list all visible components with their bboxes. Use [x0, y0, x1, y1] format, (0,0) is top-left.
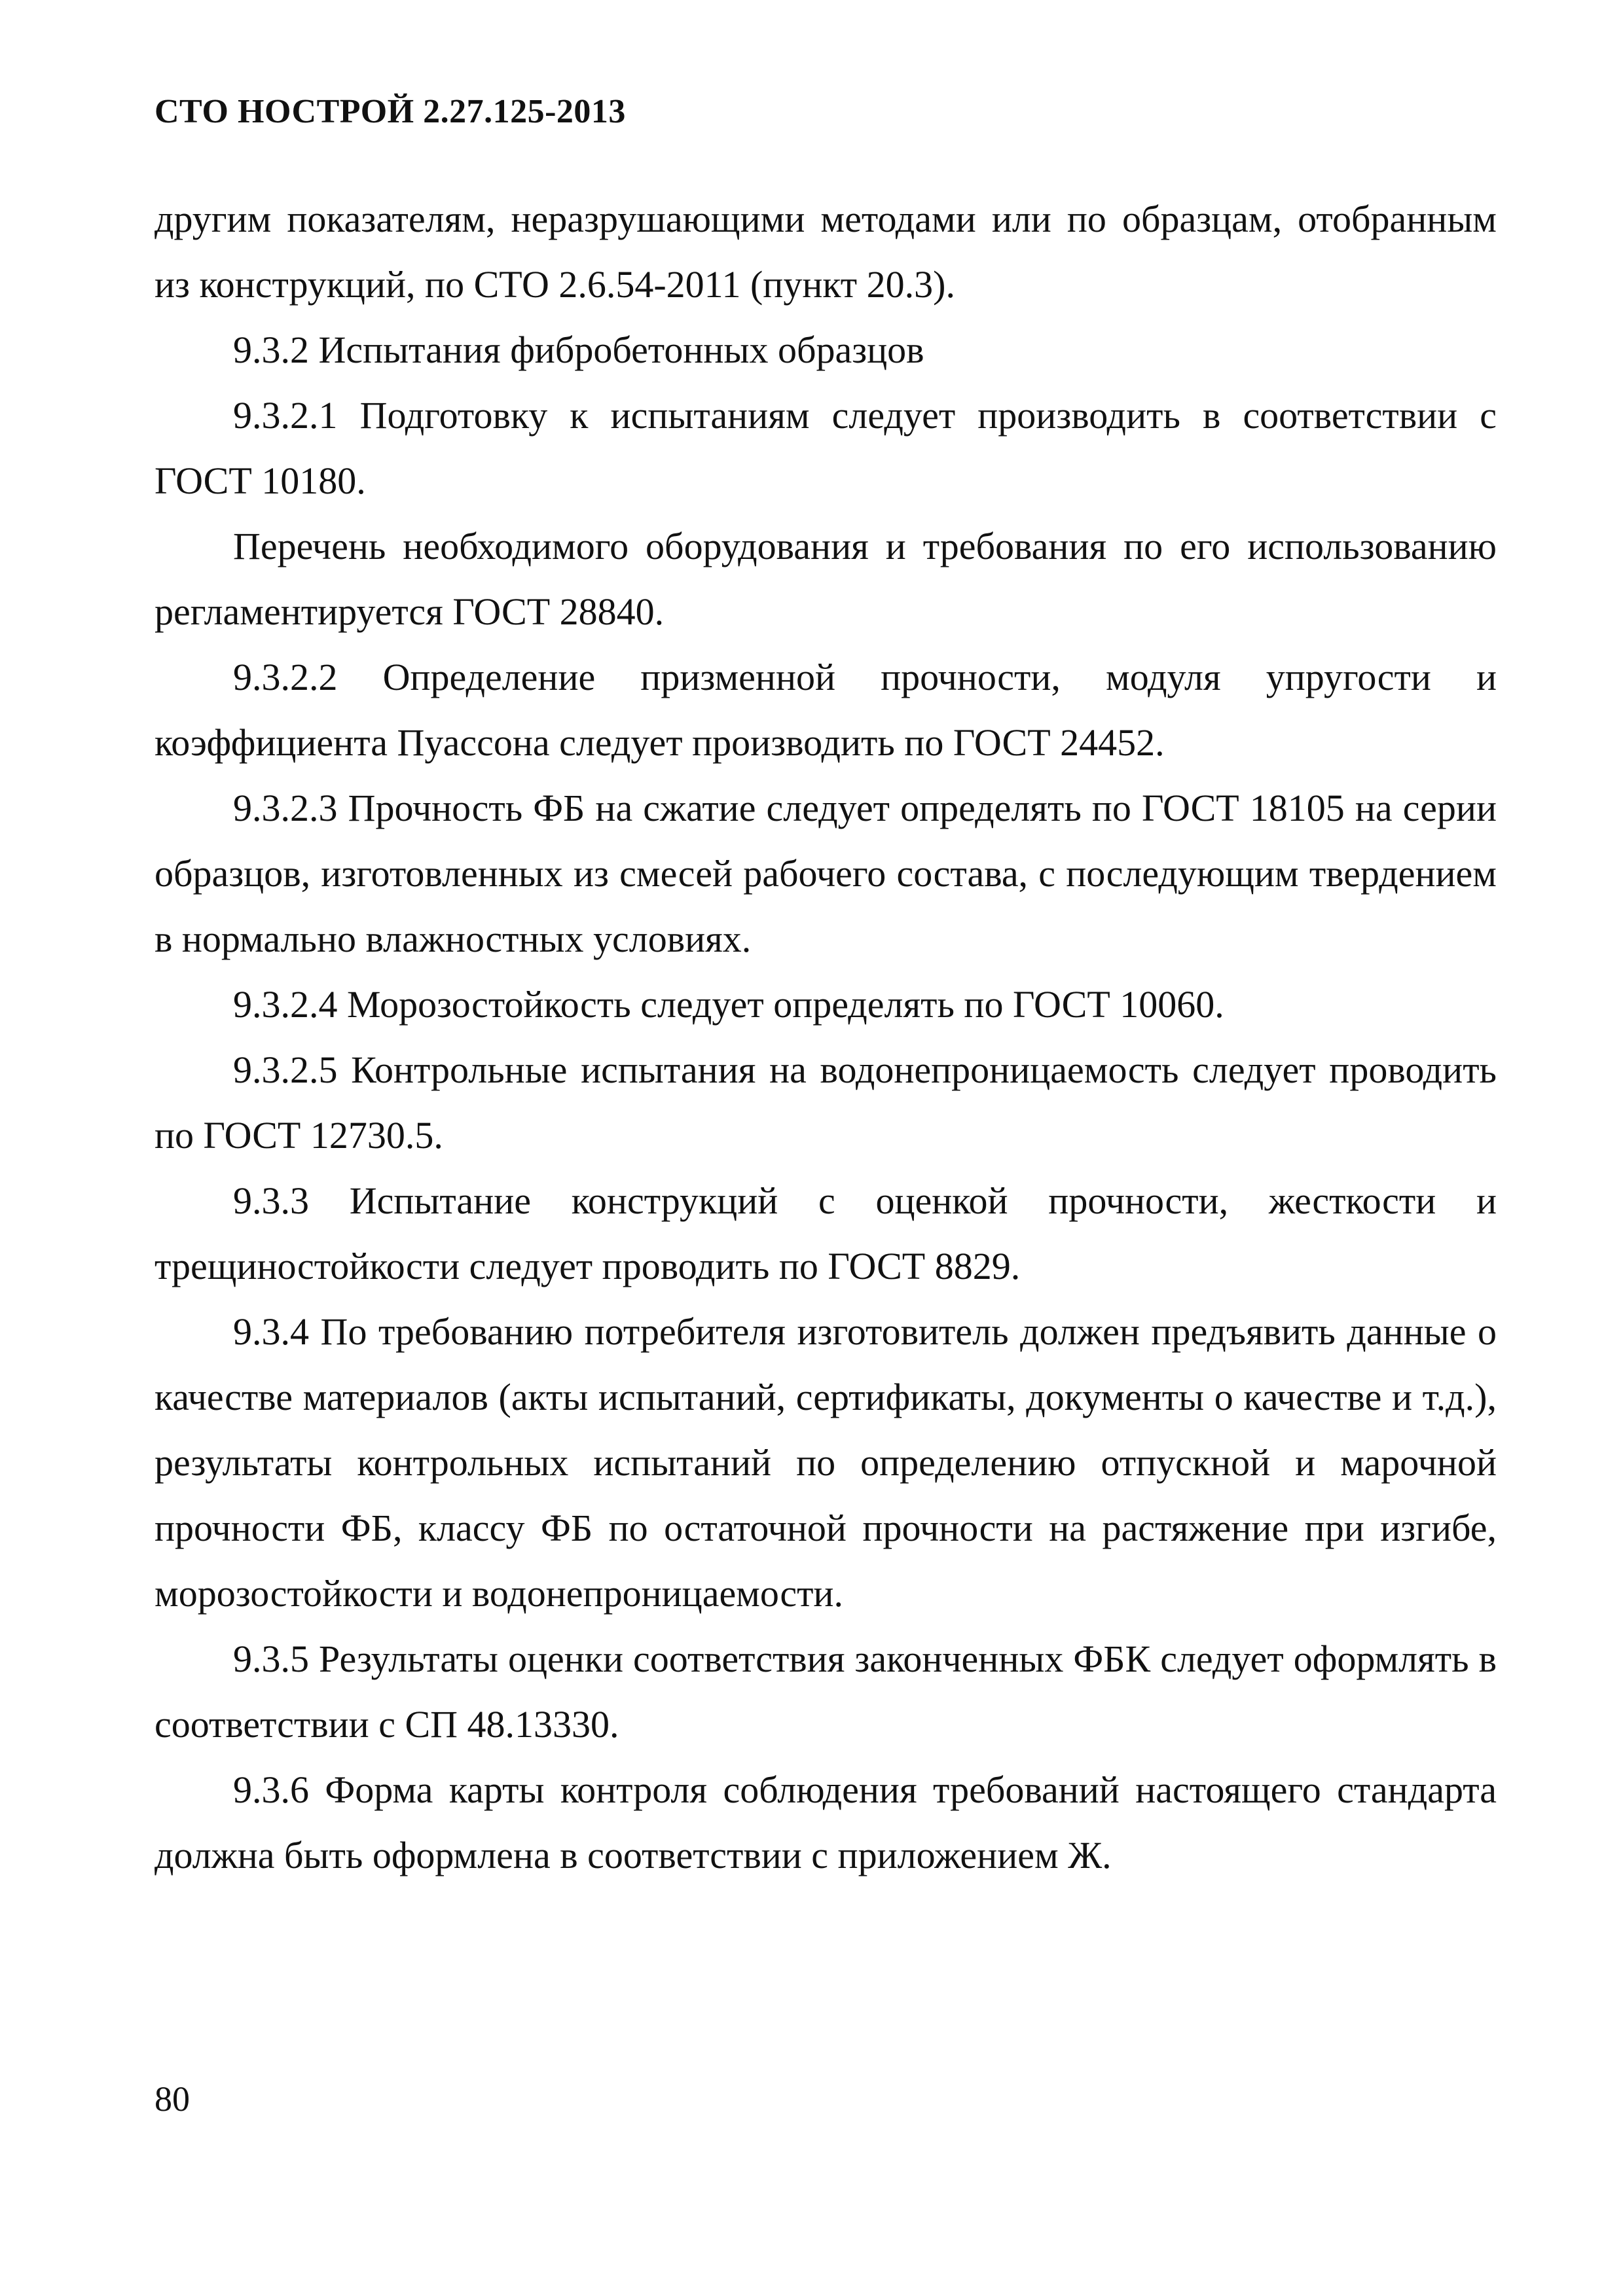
- document-header: СТО НОСТРОЙ 2.27.125-2013: [155, 93, 626, 130]
- paragraph: 9.3.5 Результаты оценки соответствия законченных ФБК следует оформлять в соответствии с СП 48.13330.: [155, 1638, 1497, 1746]
- paragraph: Перечень необходимого оборудования и требования по его использованию регламентируется ГОСТ 28840.: [155, 525, 1497, 633]
- paragraph: 9.3.2 Испытания фибробетонных образцов: [233, 329, 924, 371]
- paragraph: 9.3.4 По требованию потребителя изготовитель должен предъявить данные о качестве материалов (акты испытаний, сертификаты, документы о качестве и т.д.), результаты контрольных испытаний по определению отпускной и марочной прочности ФБ, классу ФБ по остаточной прочности на растяжение при изгибе, морозостойкости и водонепроницаемости.: [155, 1310, 1497, 1615]
- paragraph: 9.3.2.5 Контрольные испытания на водонепроницаемость следует проводить по ГОСТ 12730.5.: [155, 1049, 1497, 1157]
- paragraph: 9.3.2.1 Подготовку к испытаниям следует производить в соответствии с ГОСТ 10180.: [155, 394, 1497, 502]
- page-number: 80: [155, 2079, 190, 2119]
- paragraph: 9.3.2.3 Прочность ФБ на сжатие следует определять по ГОСТ 18105 на серии образцов, изготовленных из смесей рабочего состава, с последующим твердением в нормально влажностных условиях.: [155, 787, 1497, 960]
- document-body: [155, 187, 1497, 1888]
- paragraph: другим показателям, неразрушающими методами или по образцам, отобранным из конструкций, по СТО 2.6.54-2011 (пункт 20.3).: [155, 198, 1497, 306]
- paragraph: 9.3.6 Форма карты контроля соблюдения требований настоящего стандарта должна быть оформлена в соответствии с приложением Ж.: [155, 1768, 1497, 1876]
- paragraph: 9.3.3 Испытание конструкций с оценкой прочности, жесткости и трещиностойкости следует проводить по ГОСТ 8829.: [155, 1179, 1497, 1287]
- paragraph: 9.3.2.4 Морозостойкость следует определять по ГОСТ 10060.: [233, 983, 1224, 1026]
- paragraph: 9.3.2.2 Определение призменной прочности, модуля упругости и коэффициента Пуассона следует производить по ГОСТ 24452.: [155, 656, 1497, 764]
